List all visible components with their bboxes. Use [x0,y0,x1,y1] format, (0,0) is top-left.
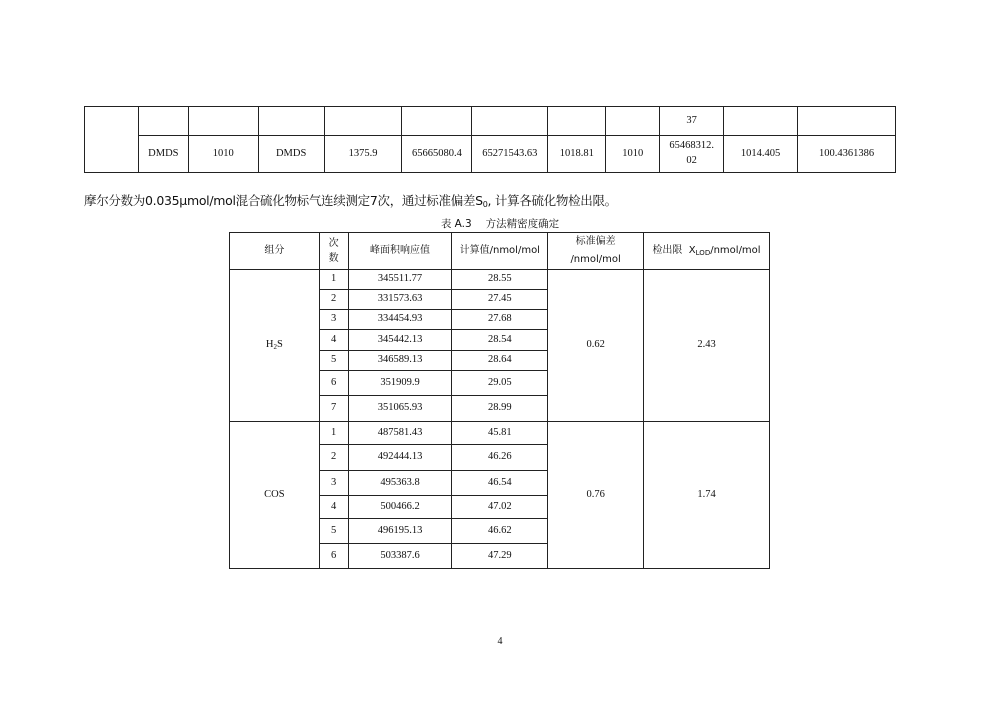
header-lod [644,233,770,270]
table-cell: 100.4361386 [798,136,896,173]
table-cell: 1010 [188,136,258,173]
header-peak-area: 峰面积响应值 [348,233,452,270]
calc-value: 47.29 [452,544,548,569]
table-row [230,270,770,290]
peak-area-value: 345442.13 [348,330,452,351]
table-cell [724,107,798,136]
table-cell [548,107,606,136]
table-row [85,136,896,173]
table-cell [258,107,324,136]
peak-area-value: 351909.9 [348,371,452,396]
calc-value: 28.64 [452,351,548,371]
page-number: 4 [497,636,503,647]
component-tail: S [276,339,283,351]
std-dev-value: 0.62 [548,270,644,422]
calc-value: 27.68 [452,310,548,330]
table-cell: DMDS [258,136,324,173]
row-number: 1 [319,422,348,445]
row-number: 2 [319,290,348,310]
calc-value: 27.45 [452,290,548,310]
header-component: 组分 [230,233,320,270]
component-main: H [265,339,274,351]
row-number: 7 [319,396,348,422]
header-lod-suffix: /nmol/mol [710,244,761,256]
table-row [230,422,770,445]
peak-area-value: 495363.8 [348,471,452,496]
table-cell [798,107,896,136]
row-number: 5 [319,351,348,371]
header-std-dev: 标准偏差 /nmol/mol [548,233,644,270]
lod-value: 2.43 [644,270,770,422]
row-number: 4 [319,496,348,519]
table-cell [402,107,472,136]
table-cell: 1010 [606,136,660,173]
paragraph-text: 摩尔分数为0.035μmol/mol混合硫化物标气连续测定7次，通过标准偏差S [84,193,483,208]
table-caption [0,216,1000,231]
row-number: 4 [319,330,348,351]
table-cell [606,107,660,136]
header-times: 次 数 [319,233,348,270]
paragraph-subscript: 0 [482,200,488,209]
table-cell: 65271543.63 [472,136,548,173]
peak-area-value: 346589.13 [348,351,452,371]
paragraph-text-tail: , 计算各硫化物检出限。 [487,193,617,208]
caption-label: 表 A.3 [440,218,472,230]
component-sub: 2 [273,343,277,352]
table-cell [472,107,548,136]
table-cell: DMDS [138,136,188,173]
table-cell [138,107,188,136]
calc-value: 46.62 [452,519,548,544]
row-number: 2 [319,445,348,471]
peak-area-value: 351065.93 [348,396,452,422]
table-cell: 37 [660,107,724,136]
calc-value: 46.26 [452,445,548,471]
body-paragraph [84,191,617,209]
std-dev-value: 0.76 [548,422,644,569]
row-number: 3 [319,310,348,330]
table-cell: 65665080.4 [402,136,472,173]
calc-value: 47.02 [452,496,548,519]
caption-title: 方法精密度确定 [485,218,560,230]
peak-area-value: 496195.13 [348,519,452,544]
peak-area-value: 503387.6 [348,544,452,569]
table-cell [188,107,258,136]
calc-value: 28.54 [452,330,548,351]
peak-area-value: 500466.2 [348,496,452,519]
table-cell: 65468312. 02 [660,136,724,173]
table-row [85,107,896,136]
component-main: COS [264,488,285,500]
header-lod-sub: LOD [695,248,711,257]
peak-area-value: 345511.77 [348,270,452,290]
calc-value: 46.54 [452,471,548,496]
row-number: 5 [319,519,348,544]
calc-value: 28.55 [452,270,548,290]
component-h2s [230,270,320,422]
row-number: 3 [319,471,348,496]
table-cell: 1375.9 [324,136,402,173]
table-cell [324,107,402,136]
row-number: 6 [319,544,348,569]
calc-value: 29.05 [452,371,548,396]
table-cell: 1014.405 [724,136,798,173]
peak-area-value: 334454.93 [348,310,452,330]
peak-area-value: 487581.43 [348,422,452,445]
peak-area-value: 331573.63 [348,290,452,310]
component-cos [230,422,320,569]
peak-area-value: 492444.13 [348,445,452,471]
continuation-table [84,106,896,173]
lod-value: 1.74 [644,422,770,569]
row-number: 1 [319,270,348,290]
header-lod-prefix: 检出限 X [652,244,696,256]
table-cell [85,107,139,173]
calc-value: 28.99 [452,396,548,422]
table-cell: 1018.81 [548,136,606,173]
table-header-row [230,233,770,270]
precision-table [229,232,770,569]
row-number: 6 [319,371,348,396]
header-calc-value: 计算值/nmol/mol [452,233,548,270]
calc-value: 45.81 [452,422,548,445]
